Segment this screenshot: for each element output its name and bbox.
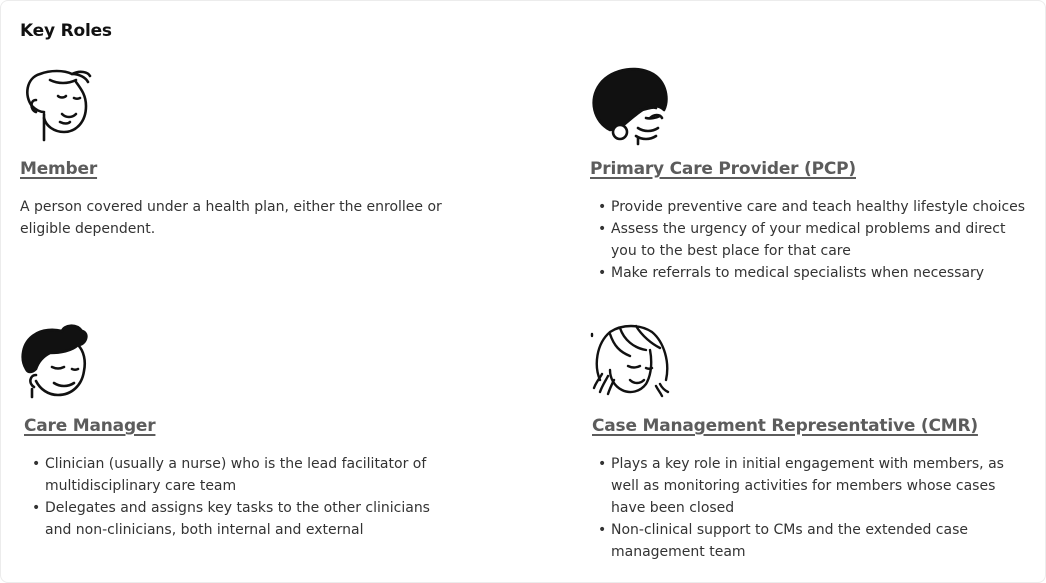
role-bullets-pcp (590, 196, 1030, 284)
role-description-member: A person covered under a health plan, either the enrollee or eligible dependent. (20, 199, 442, 237)
role-title-cmr[interactable]: Case Management Representative (CMR) (592, 416, 978, 436)
role-bullets-cmr (590, 453, 1010, 563)
role-title-member[interactable]: Member (20, 159, 98, 179)
role-title-pcp[interactable]: Primary Care Provider (PCP) (590, 159, 856, 179)
role-title-care-manager[interactable]: Care Manager (24, 416, 156, 436)
list-item: • Assess the urgency of your medical problems and direct you to the best place for that care (590, 218, 1030, 262)
list-item: • Non-clinical support to CMs and the extended case management team (590, 519, 1010, 563)
pcp-avatar-icon (590, 66, 670, 146)
care-manager-avatar-icon (20, 323, 100, 403)
member-avatar-icon (20, 66, 100, 146)
page-title: Key Roles (20, 21, 112, 41)
list-item: • Plays a key role in initial engagement with members, as well as monitoring activities for members whose cases have been closed (590, 453, 1010, 519)
list-item: • Make referrals to medical specialists when necessary (590, 262, 1030, 284)
list-item: • Clinician (usually a nurse) who is the lead facilitator of multidisciplinary care team (24, 453, 444, 497)
list-item: • Delegates and assigns key tasks to the other clinicians and non-clinicians, both internal and external (24, 497, 444, 541)
cmr-avatar-icon (590, 322, 670, 402)
role-bullets-care-manager (24, 453, 444, 541)
list-item: • Provide preventive care and teach healthy lifestyle choices (590, 196, 1030, 218)
